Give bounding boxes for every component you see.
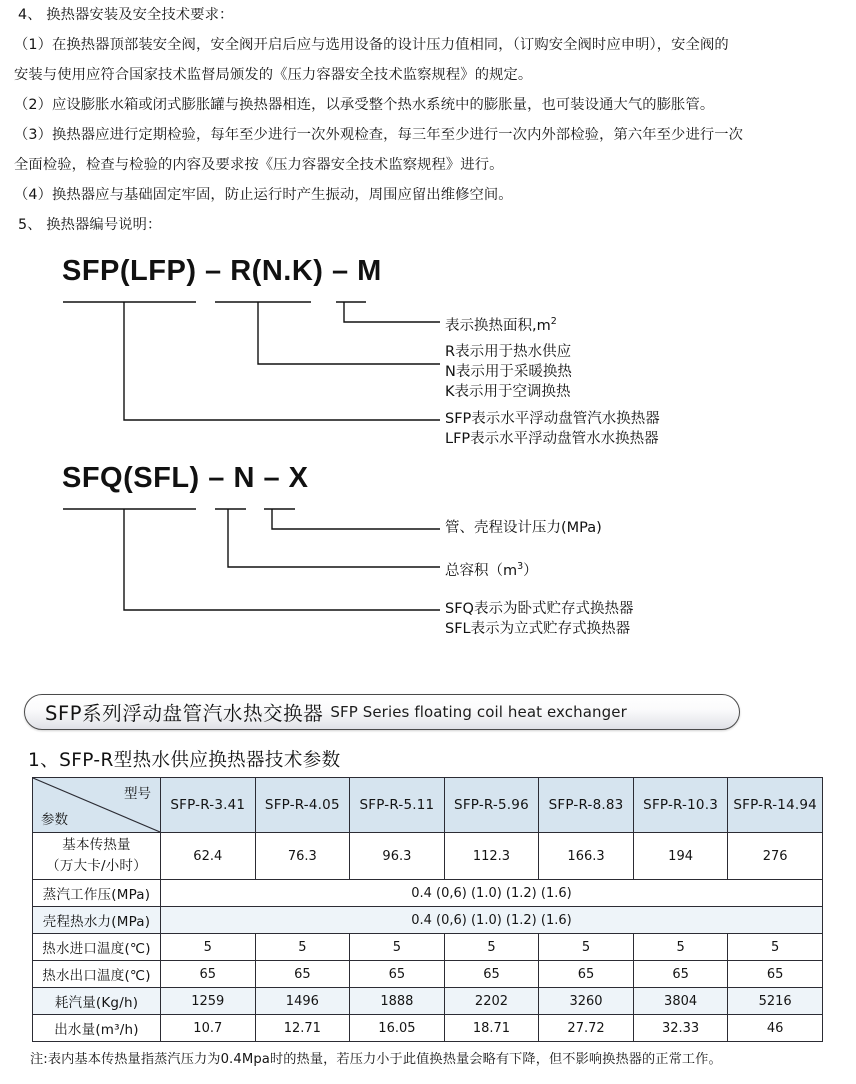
intro-text-block [0, 0, 856, 240]
cell-value: 62.4 [161, 833, 256, 880]
cell-value: 1259 [161, 988, 256, 1015]
cell-value: 1496 [255, 988, 350, 1015]
row-label [33, 961, 161, 988]
table-row [33, 833, 823, 880]
spec-table [32, 777, 823, 1042]
row-label [33, 907, 161, 934]
cell-value: 12.71 [255, 1015, 350, 1042]
paragraph-line: 全面检验，检查与检验的内容及要求按《压力容器安全技术监察规程》进行。 [14, 157, 504, 173]
cell-value: 32.33 [633, 1015, 728, 1042]
cell-value: 18.71 [444, 1015, 539, 1042]
row-label-line: 热水出口温度(℃) [42, 968, 151, 984]
note-usage-n: N表示用于采暖换热 [445, 364, 572, 380]
paragraph-line: 安装与使用应符合国家技术监督局颁发的《压力容器安全技术监察规程》的规定。 [14, 67, 533, 83]
note-type-sfl: SFL表示为立式贮存式换热器 [445, 621, 631, 637]
cell-value: 65 [350, 961, 445, 988]
row-label-line: 出水量(m³/h) [54, 1022, 139, 1038]
note-usage-k: K表示用于空调换热 [445, 384, 571, 400]
table-row [33, 988, 823, 1015]
cell-value: 5216 [728, 988, 823, 1015]
row-label-line: 壳程热水力(MPa) [42, 914, 151, 930]
row-label-line: 耗汽量(Kg/h) [54, 995, 139, 1011]
cell-value: 5 [255, 934, 350, 961]
cell-value: 65 [161, 961, 256, 988]
header-param-label: 参数 [41, 812, 68, 828]
cell-value: 16.05 [350, 1015, 445, 1042]
row-label-line: 蒸汽工作压(MPa) [42, 887, 151, 903]
paragraph-line: （1）在换热器顶部装安全阀，安全阀开启后应与选用设备的设计压力值相同，（订购安全阀时应申明），安全阀的 [14, 37, 729, 53]
table-row [33, 907, 823, 934]
cell-value: 46 [728, 1015, 823, 1042]
cell-value: 194 [633, 833, 728, 880]
header-model-2: SFP-R-5.11 [350, 778, 445, 833]
note-type-lfp: LFP表示水平浮动盘管水水换热器 [445, 431, 659, 447]
table-footnote: 注:表内基本传热量指蒸汽压力为0.4Mpa时的热量，若压力小于此值换热量会略有下降，但不影响换热器的正常工作。 [30, 1052, 722, 1067]
paragraph-line: （3）换热器应进行定期检验，每年至少进行一次外观检查，每三年至少进行一次内外部检验，第六年至少进行一次 [14, 127, 744, 143]
table-header-row [33, 778, 823, 833]
paragraph-line: （4）换热器应与基础固定牢固，防止运行时产生振动，周围应留出维修空间。 [14, 187, 513, 203]
header-model-0: SFP-R-3.41 [161, 778, 256, 833]
cell-value: 276 [728, 833, 823, 880]
note-design-pressure: 管、壳程设计压力(MPa) [445, 520, 602, 536]
table-row [33, 1015, 823, 1042]
cell-value: 10.7 [161, 1015, 256, 1042]
model-code-sfp: SFP(LFP) – R(N.K) – M [62, 255, 382, 287]
cell-value: 65 [255, 961, 350, 988]
note-total-volume: 总容积$(m^3)$ [445, 561, 538, 579]
cell-value: 65 [728, 961, 823, 988]
header-model-4: SFP-R-8.83 [539, 778, 634, 833]
series-banner-title-en: SFP Series floating coil heat exchanger [330, 703, 627, 721]
row-label [33, 934, 161, 961]
cell-value: 5 [539, 934, 634, 961]
row-label [33, 988, 161, 1015]
cell-value: 65 [633, 961, 728, 988]
cell-value: 166.3 [539, 833, 634, 880]
header-model-5: SFP-R-10.3 [633, 778, 728, 833]
row-label-line: 基本传热量 [62, 837, 131, 853]
section-heading: 1、SFP-R型热水供应换热器技术参数 [28, 750, 341, 771]
cell-value: 65 [444, 961, 539, 988]
note-type-sfq: SFQ表示为卧式贮存式换热器 [445, 601, 634, 617]
cell-value: 5 [161, 934, 256, 961]
cell-spanned: 0.4 (0,6) (1.0) (1.2) (1.6) [161, 907, 823, 934]
series-banner [24, 694, 740, 730]
row-label-line: （万大卡/小时） [46, 858, 147, 874]
leader-lines-sfq [0, 462, 856, 627]
cell-value: 2202 [444, 988, 539, 1015]
cell-value: 1888 [350, 988, 445, 1015]
series-banner-title-cn: SFP系列浮动盘管汽水热交换器 [45, 702, 324, 725]
header-model-6: SFP-R-14.94 [728, 778, 823, 833]
cell-value: 5 [728, 934, 823, 961]
model-code-sfq: SFQ(SFL) – N – X [62, 462, 309, 494]
note-type-sfp: SFP表示水平浮动盘管汽水换热器 [445, 411, 660, 427]
cell-value: 112.3 [444, 833, 539, 880]
model-code-diagram-sfq [0, 462, 856, 637]
table-row [33, 961, 823, 988]
row-label [33, 833, 161, 880]
header-model-3: SFP-R-5.96 [444, 778, 539, 833]
cell-value: 65 [539, 961, 634, 988]
cell-value: 76.3 [255, 833, 350, 880]
row-label-line: 热水进口温度(℃) [42, 941, 151, 957]
cell-value: 3804 [633, 988, 728, 1015]
paragraph-line: 4、 换热器安装及安全技术要求： [18, 7, 234, 23]
paragraph-line: 5、 换热器编号说明： [18, 217, 162, 233]
cell-value: 96.3 [350, 833, 445, 880]
header-corner-cell [33, 778, 161, 833]
leader-lines-sfp [0, 255, 856, 450]
cell-spanned: 0.4 (0,6) (1.0) (1.2) (1.6) [161, 880, 823, 907]
table-row [33, 934, 823, 961]
spec-table-head [33, 778, 823, 833]
header-model-1: SFP-R-4.05 [255, 778, 350, 833]
cell-value: 5 [444, 934, 539, 961]
header-model-label: 型号 [124, 786, 151, 802]
note-heat-area: 表示换热面积$,m^2$ [445, 316, 557, 334]
cell-value: 27.72 [539, 1015, 634, 1042]
row-label [33, 1015, 161, 1042]
table-row [33, 880, 823, 907]
note-usage-r: R表示用于热水供应 [445, 344, 572, 360]
cell-value: 5 [350, 934, 445, 961]
cell-value: 5 [633, 934, 728, 961]
paragraph-line: （2）应设膨胀水箱或闭式膨胀罐与换热器相连，以承受整个热水系统中的膨胀量，也可装设通大气的膨胀管。 [14, 97, 715, 113]
model-code-diagram-sfp [0, 255, 856, 450]
spec-table-body [33, 833, 823, 1042]
row-label [33, 880, 161, 907]
cell-value: 3260 [539, 988, 634, 1015]
spec-table-container [32, 777, 822, 1042]
